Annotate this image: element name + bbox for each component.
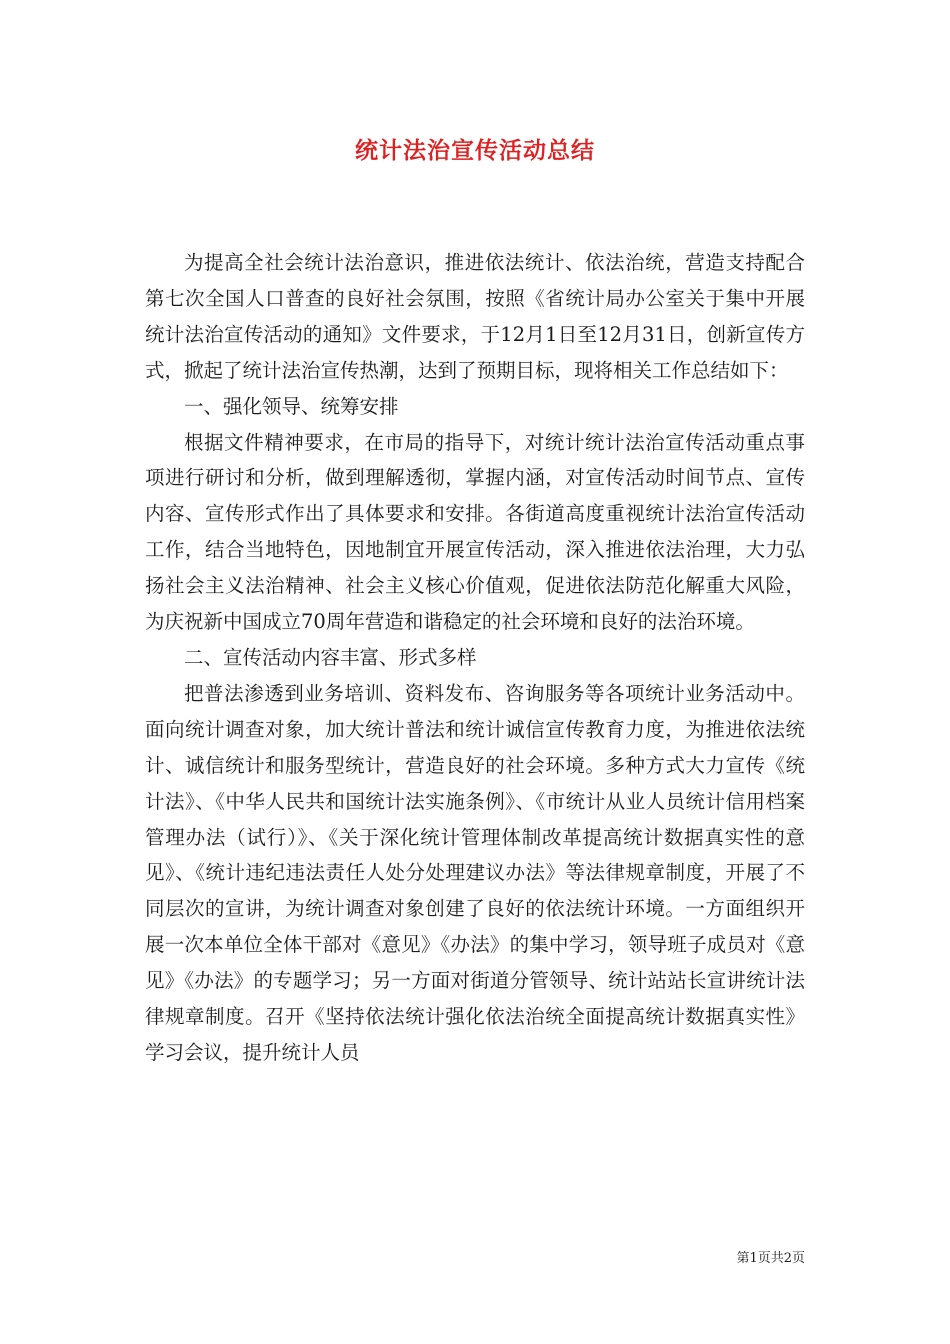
section-1-paragraph: 根据文件精神要求，在市局的指导下，对统计统计法治宣传活动重点事项进行研讨和分析，做到理解透彻，掌握内涵，对宣传活动时间节点、宣传内容、宣传形式作出了具体要求和安排。各街道高度重视统计法治宣传活动工作，结合当地特色，因地制宜开展宣传活动，深入推进依法治理，大力弘扬社会主义法治精神、社会主义核心价值观，促进依法防范化解重大风险，为庆祝新中国成立70周年营造和谐稳定的社会环境和良好的法治环境。 xyxy=(145,430,805,634)
section-2-paragraph: 把普法渗透到业务培训、资料发布、咨询服务等各项统计业务活动中。面向统计调查对象，加大统计普法和统计诚信宣传教育力度，为推进依法统计、诚信统计和服务型统计，营造良好的社会环境。多种方式大力宣传《统计法》、《中华人民共和国统计法实施条例》、《市统计从业人员统计信用档案管理办法（试行）》、《关于深化统计管理体制改革提高统计数据真实性的意见》、《统计违纪违法责任人处分处理建议办法》等法律规章制度，开展了不同层次的宣讲，为统计调查对象创建了良好的依法统计环境。一方面组织开展一次本单位全体干部对《意见》《办法》的集中学习，领导班子成员对《意见》《办法》的专题学习；另一方面对街道分管领导、统计站站长宣讲统计法律规章制度。召开《坚持依法统计强化依法治统全面提高统计数据真实性》学习会议，提升统计人员 xyxy=(145,681,805,1064)
document-title: 统计法治宣传活动总结 xyxy=(355,137,595,164)
section-heading-2: 二、宣传活动内容丰富、形式多样 xyxy=(184,645,477,669)
section-heading-1: 一、强化领导、统筹安排 xyxy=(184,394,399,418)
intro-paragraph: 为提高全社会统计法治意识，推进依法统计、依法治统，营造支持配合第七次全国人口普查的良好社会氛围，按照《省统计局办公室关于集中开展统计法治宣传活动的通知》文件要求，于12月1日至12月31日，创新宣传方式，掀起了统计法治宣传热潮，达到了预期目标，现将相关工作总结如下： xyxy=(145,251,805,382)
document-body xyxy=(145,245,805,1071)
page-number: 第1页共2页 xyxy=(736,1251,805,1266)
